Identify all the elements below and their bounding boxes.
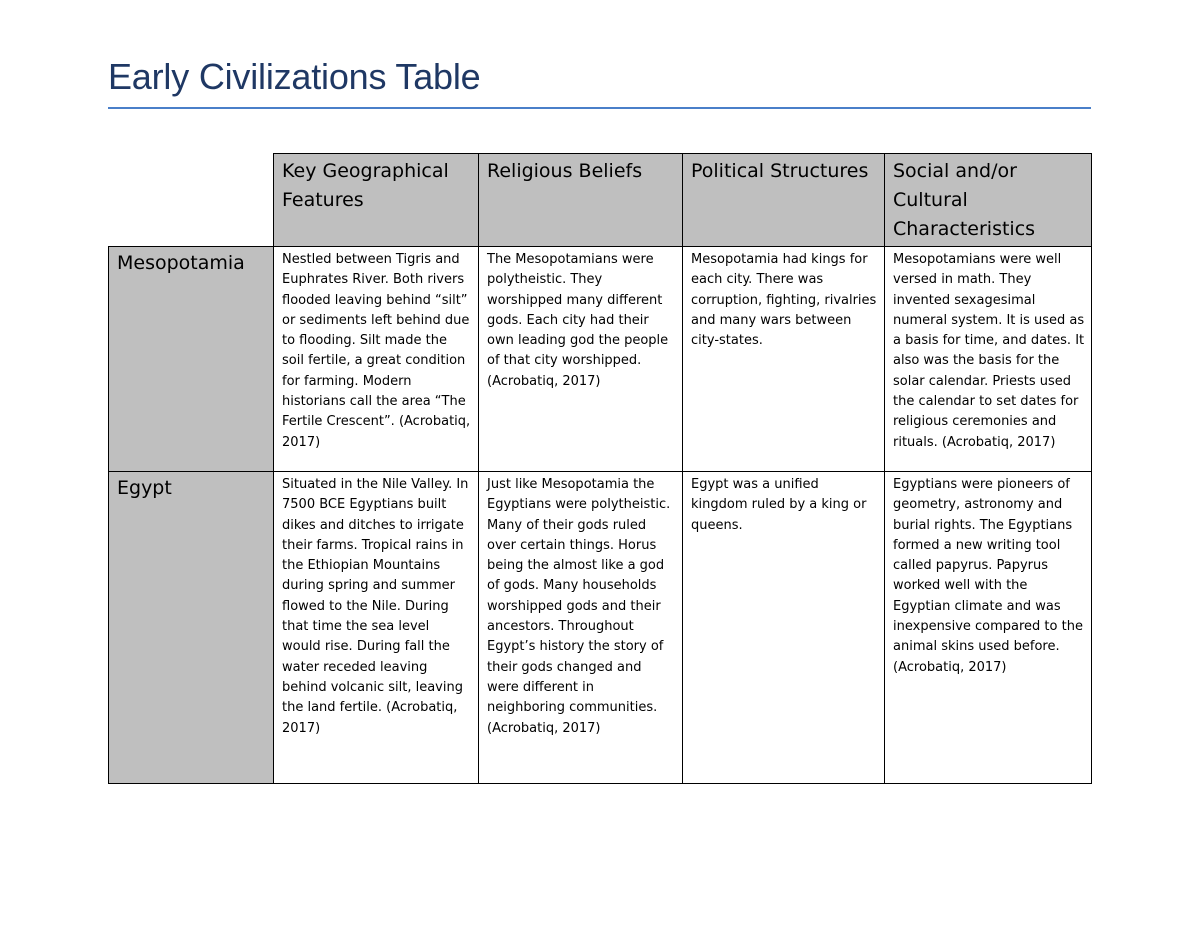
row-header-mesopotamia: Mesopotamia — [109, 247, 274, 472]
table-header-row — [109, 154, 1092, 247]
column-header-social-culture: Social and/or Cultural Characteristics — [885, 154, 1092, 247]
table-cell: Egyptians were pioneers of geometry, astronomy and burial rights. The Egyptians formed a new writing tool called papyrus. Papyrus worked well with the Egyptian climate and was inexpensive compared to the animal skins used before. (Acrobatiq, 2017) — [885, 472, 1092, 784]
table-cell: Mesopotamians were well versed in math. They invented sexagesimal numeral system. It is used as a basis for time, and dates. It also was the basis for the solar calendar. Priests used the calendar to set dates for religious ceremonies and rituals. (Acrobatiq, 2017) — [885, 247, 1092, 472]
table-row — [109, 472, 1092, 784]
table-cell: Situated in the Nile Valley. In 7500 BCE Egyptians built dikes and ditches to irrigate their farms. Tropical rains in the Ethiopian Mountains during spring and summer flowed to the Nile. During that time the sea level would rise. During fall the water receded leaving behind volcanic silt, leaving the land fertile. (Acrobatiq, 2017) — [274, 472, 479, 784]
civilizations-table — [108, 153, 1092, 784]
column-header-religion: Religious Beliefs — [479, 154, 683, 247]
table-cell: Egypt was a unified kingdom ruled by a king or queens. — [683, 472, 885, 784]
page-title: Early Civilizations Table — [108, 56, 481, 97]
column-header-geography: Key Geographical Features — [274, 154, 479, 247]
table-row — [109, 247, 1092, 472]
table-corner-cell — [109, 154, 274, 247]
table-cell: Just like Mesopotamia the Egyptians were polytheistic. Many of their gods ruled over certain things. Horus being the almost like a god of gods. Many households worshipped gods and their ancestors. Throughout Egypt’s history the story of their gods changed and were different in neighboring communities. (Acrobatiq, 2017) — [479, 472, 683, 784]
table-cell: Nestled between Tigris and Euphrates River. Both rivers flooded leaving behind “silt” or sediments left behind due to flooding. Silt made the soil fertile, a great condition for farming. Modern historians call the area “The Fertile Crescent”. (Acrobatiq, 2017) — [274, 247, 479, 472]
table-cell: Mesopotamia had kings for each city. There was corruption, fighting, rivalries and many wars between city-states. — [683, 247, 885, 472]
row-header-egypt: Egypt — [109, 472, 274, 784]
title-rule — [108, 107, 1091, 109]
table-cell: The Mesopotamians were polytheistic. They worshipped many different gods. Each city had their own leading god the people of that city worshipped. (Acrobatiq, 2017) — [479, 247, 683, 472]
column-header-politics: Political Structures — [683, 154, 885, 247]
